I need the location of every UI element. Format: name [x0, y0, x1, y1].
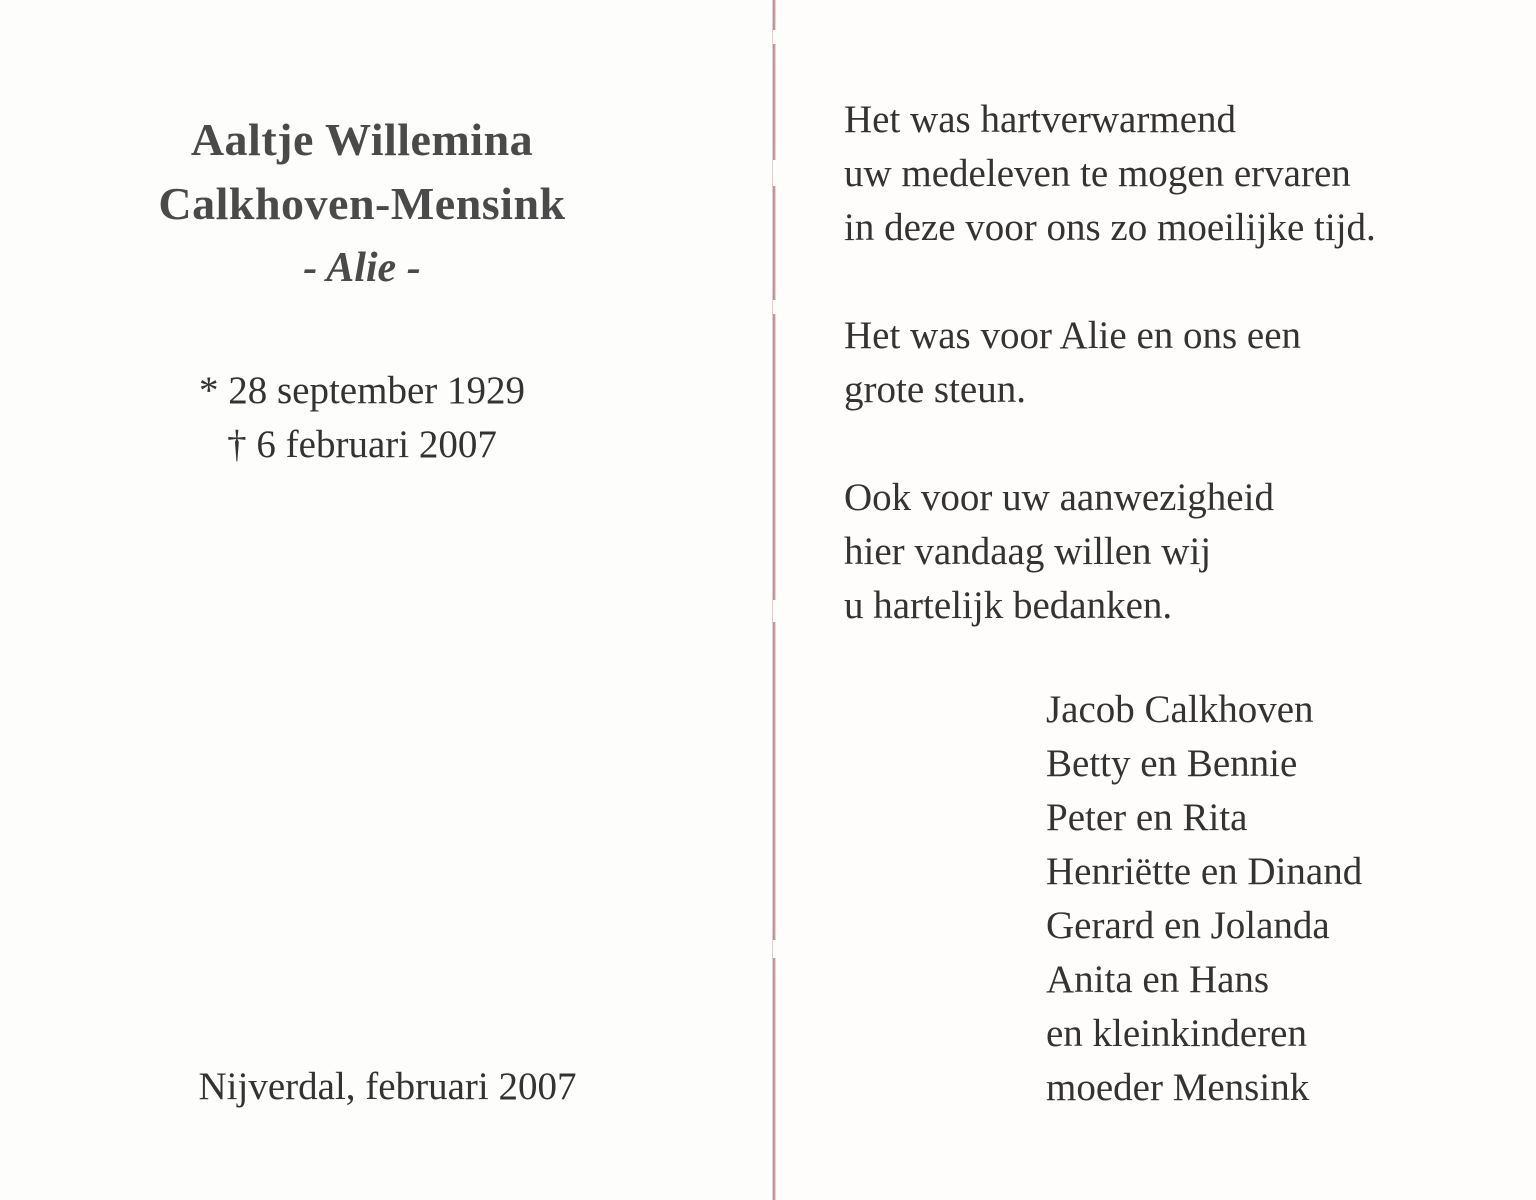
thank-you-message [844, 93, 1494, 687]
fold-divider-gap [773, 30, 776, 44]
name-block [100, 108, 624, 300]
message-paragraph [844, 309, 1494, 417]
message-line: hier vandaag willen wij [844, 530, 1212, 573]
signature-name: en kleinkinderen [1046, 1012, 1307, 1055]
message-paragraph [844, 93, 1494, 255]
message-line: u hartelijk bedanken. [844, 584, 1173, 627]
message-line: in deze voor ons zo moeilijke tijd. [844, 206, 1376, 249]
death-date: † 6 februari 2007 [227, 423, 497, 466]
name-line-surname: Calkhoven-Mensink [158, 178, 566, 229]
signature-name: Anita en Hans [1046, 958, 1270, 1001]
dates-block [100, 364, 624, 472]
place-and-date: Nijverdal, februari 2007 [198, 1065, 577, 1108]
fold-divider-gap [773, 300, 776, 314]
message-line: Ook voor uw aanwezigheid [844, 476, 1274, 519]
signature-name: Peter en Rita [1046, 796, 1248, 839]
message-line: Het was voor Alie en ons een [844, 314, 1302, 357]
signature-name: Betty en Bennie [1046, 742, 1298, 785]
message-line: Het was hartverwarmend [844, 98, 1236, 141]
nickname: - Alie - [303, 245, 421, 291]
name-line-first: Aaltje Willemina [190, 114, 534, 165]
message-line: grote steun. [844, 368, 1026, 411]
signature-name: Henriëtte en Dinand [1046, 850, 1363, 893]
birth-date: * 28 september 1929 [198, 369, 525, 412]
signature-name: moeder Mensink [1046, 1066, 1310, 1109]
signature-name: Jacob Calkhoven [1046, 688, 1314, 731]
fold-divider-gap [773, 600, 776, 622]
signature-name: Gerard en Jolanda [1046, 904, 1330, 947]
signatures [1046, 683, 1516, 1115]
message-paragraph [844, 471, 1494, 633]
fold-divider-gap [773, 940, 776, 958]
fold-divider-gap [773, 160, 776, 186]
message-line: uw medeleven te mogen ervaren [844, 152, 1351, 195]
